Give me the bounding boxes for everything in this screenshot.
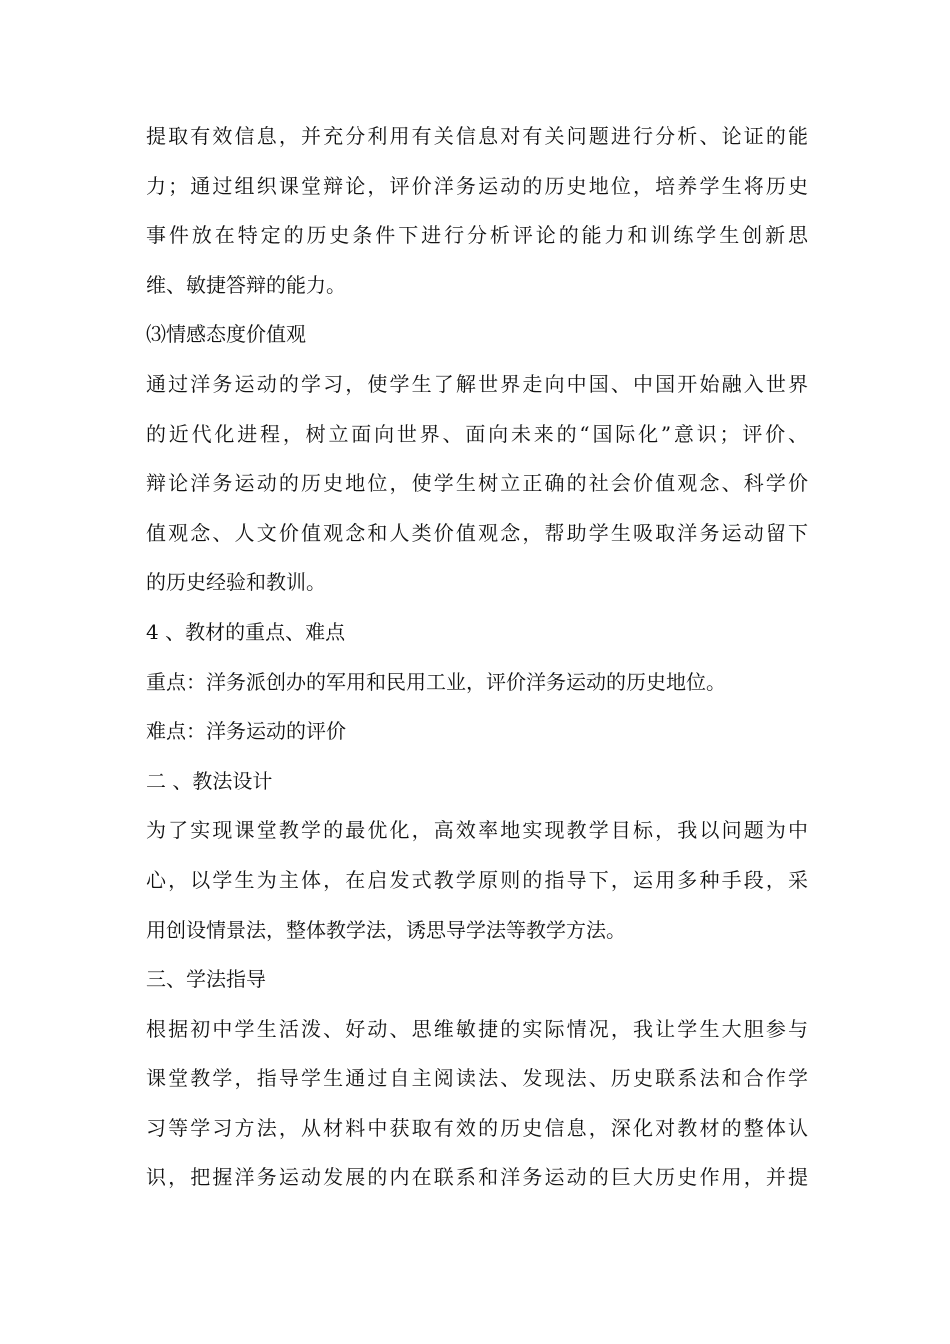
text-line: 三、学法指导 [146,967,266,992]
text-line: 识，把握洋务运动发展的内在联系和洋务运动的巨大历史作用，并提 [146,1165,808,1190]
text-line: 4 、教材的重点、难点 [146,619,346,644]
text-line: 力；通过组织课堂辩论，评价洋务运动的历史地位，培养学生将历史 [146,173,808,198]
text-line: 事件放在特定的历史条件下进行分析评论的能力和训练学生创新思 [146,223,808,248]
text-line: 值观念、人文价值观念和人类价值观念，帮助学生吸取洋务运动留下 [146,520,808,545]
text-line: 习等学习方法，从材料中获取有效的历史信息，深化对教材的整体认 [146,1115,808,1140]
text-line: 课堂教学，指导学生通过自主阅读法、发现法、历史联系法和合作学 [146,1066,808,1091]
text-line: 根据初中学生活泼、好动、思维敏捷的实际情况，我让学生大胆参与 [146,1016,808,1041]
text-line: 通过洋务运动的学习，使学生了解世界走向中国、中国开始融入世界 [146,371,808,396]
text-line: 难点：洋务运动的评价 [146,719,346,744]
document-body [146,112,808,1203]
text-line: 重点：洋务派创办的军用和民用工业，评价洋务运动的历史地位。 [146,669,726,694]
text-line: 心，以学生为主体，在启发式教学原则的指导下，运用多种手段，采 [146,867,808,892]
text-line: 为了实现课堂教学的最优化，高效率地实现教学目标，我以问题为中 [146,818,808,843]
text-line: ⑶情感态度价值观 [146,322,306,347]
text-line: 的近代化进程，树立面向世界、面向未来的“国际化”意识；评价、 [146,421,808,446]
text-line: 的历史经验和教训。 [146,570,326,595]
text-line: 提取有效信息，并充分利用有关信息对有关问题进行分析、论证的能 [146,124,808,148]
text-line: 辩论洋务运动的历史地位，使学生树立正确的社会价值观念、科学价 [146,471,808,496]
text-line: 用创设情景法，整体教学法，诱思导学法等教学方法。 [146,917,626,942]
text-line: 维、敏捷答辩的能力。 [146,272,346,297]
text-line: 二 、教法设计 [146,768,273,793]
